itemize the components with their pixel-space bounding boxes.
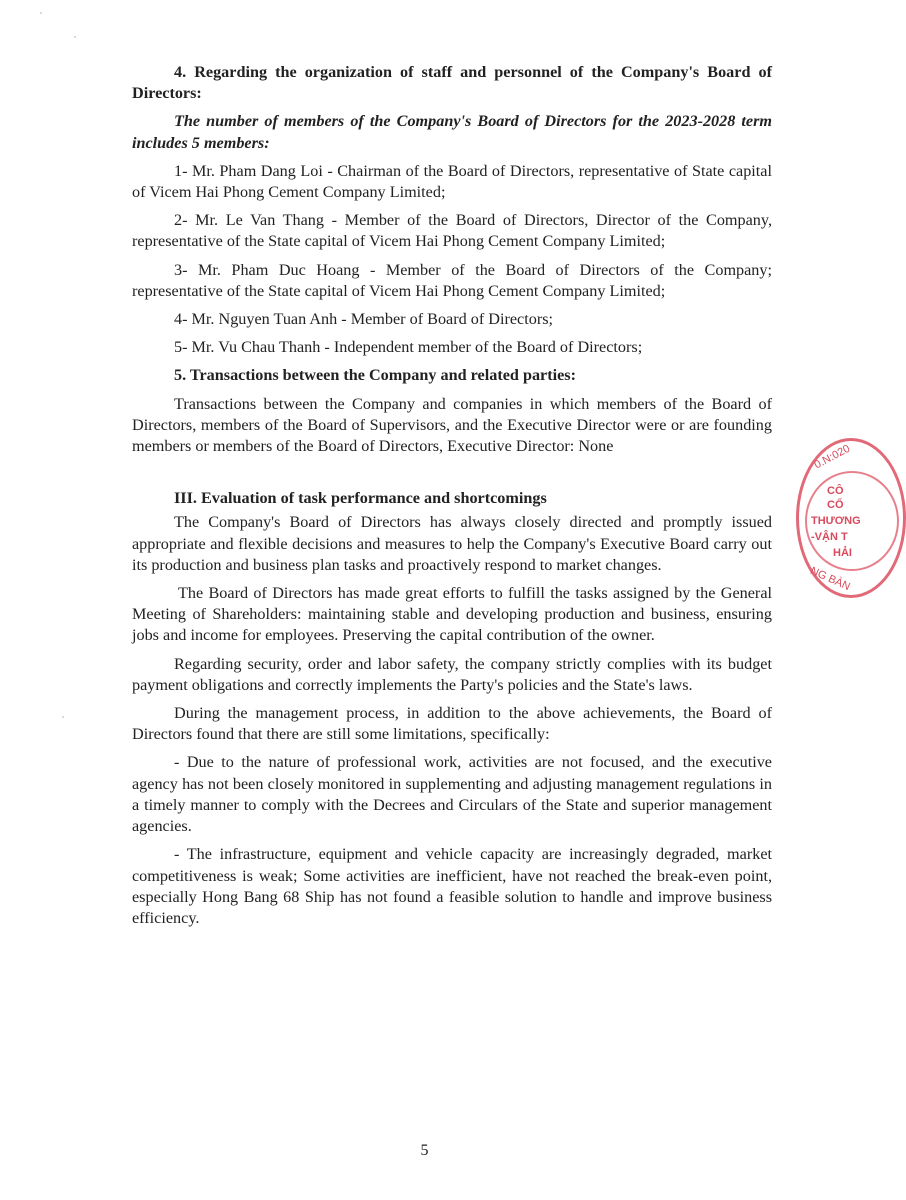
scan-speck xyxy=(62,716,64,718)
section-4-subheading: The number of members of the Company's Board of Directors for the 2023-2028 term includes 5 members: xyxy=(132,112,772,152)
member-item: 3- Mr. Pham Duc Hoang - Member of the Board of Directors of the Company; representative of the State capital of Vicem Hai Phong Cement Company Limited; xyxy=(132,260,772,300)
scan-speck xyxy=(74,36,76,38)
seal-text: HẢI xyxy=(833,547,852,559)
paragraph: The Board of Directors has made great efforts to fulfill the tasks assigned by the General Meeting of Shareholders: maintaining stable and developing production and business, ensuring jobs and income for employees. Preserving the capital contribution of the owner. xyxy=(132,584,772,645)
paragraph: The Company's Board of Directors has always closely directed and promptly issued appropriate and flexible decisions and measures to help the Company's Executive Board carry out its production and business plan tasks and proactively respond to market changes. xyxy=(132,513,772,574)
seal-text: 0.N:020 xyxy=(812,442,853,472)
member-item: 5- Mr. Vu Chau Thanh - Independent member of the Board of Directors; xyxy=(174,338,643,357)
paragraph: Regarding security, order and labor safety, the company strictly complies with its budget payment obligations and correctly implements the Party's policies and the State's laws. xyxy=(132,654,772,694)
seal-text: CÔ xyxy=(827,485,844,497)
seal-text: CỔ xyxy=(827,499,844,511)
seal-text: -VẬN T xyxy=(811,531,848,543)
page-number: 5 xyxy=(420,1142,429,1159)
scan-speck xyxy=(40,12,42,14)
document-body xyxy=(132,62,772,936)
paragraph: - The infrastructure, equipment and vehicle capacity are increasingly degraded, market competitiveness is weak; Some activities are inefficient, have not reached the break-even point, especially Hong Bang 68 Ship has not found a feasible solution to handle and improve business efficiency. xyxy=(132,845,772,927)
member-item: 2- Mr. Le Van Thang - Member of the Board of Directors, Director of the Company, representative of the State capital of Vicem Hai Phong Cement Company Limited; xyxy=(132,211,772,251)
member-item: 1- Mr. Pham Dang Loi - Chairman of the Board of Directors, representative of State capital of Vicem Hai Phong Cement Company Limited; xyxy=(132,161,772,202)
spacer xyxy=(132,464,772,488)
section-5-paragraph: Transactions between the Company and companies in which members of the Board of Directors, members of the Board of Supervisors, and the Executive Director were or are founding members or members of the Board of Directors, Executive Director: None xyxy=(132,394,772,456)
section-5-heading: 5. Transactions between the Company and related parties: xyxy=(174,366,576,385)
seal-text: NG BÀN xyxy=(808,564,852,594)
section-iii-heading: III. Evaluation of task performance and shortcomings xyxy=(174,489,547,508)
company-seal-stamp xyxy=(796,438,906,598)
paragraph: During the management process, in addition to the above achievements, the Board of Directors found that there are still some limitations, specifically: xyxy=(132,704,772,744)
paragraph: - Due to the nature of professional work, activities are not focused, and the executive agency has not been closely monitored in supplementing and adjusting management regulations in a timely manner to comply with the Decrees and Circulars of the State and superior management agencies. xyxy=(132,753,772,836)
seal-text: THƯƠNG xyxy=(811,515,861,527)
member-item: 4- Mr. Nguyen Tuan Anh - Member of Board of Directors; xyxy=(174,310,554,329)
section-4-heading: 4. Regarding the organization of staff and personnel of the Company's Board of Directors: xyxy=(132,63,772,103)
